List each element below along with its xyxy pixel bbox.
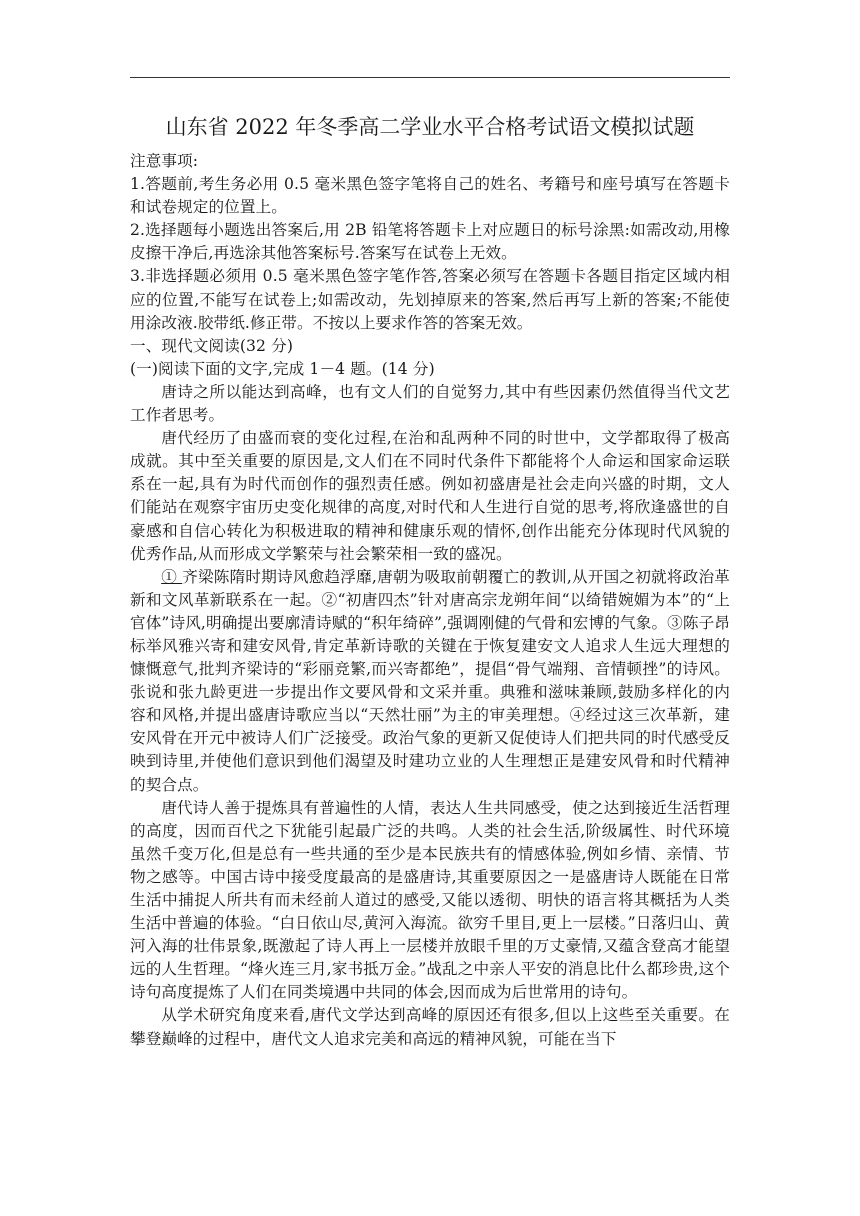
- underlined-marker: ①: [161, 567, 183, 586]
- exam-title: 山东省 2022 年冬季高二学业水平合格考试语文模拟试题: [165, 115, 695, 139]
- exam-body: [130, 150, 730, 1051]
- notice-item-1: 1.答题前,考生务必用 0.5 毫米黑色签字笔将自己的姓名、考籍号和座号填写在答题卡和试卷规定的位置上。: [130, 175, 730, 217]
- section-heading: 一、现代文阅读(32 分): [130, 336, 294, 355]
- notice-item-3: 3.非选择题必须用 0.5 毫米黑色签字笔作答,答案必须写在答题卡各题目指定区域内相应的位置,不能写在试卷上;如需改动，先划掉原来的答案,然后再写上新的答案;不能使用涂改液.胶带纸.修正带。不按以上要求作答的答案无效。: [130, 267, 730, 332]
- passage-paragraph-2: 唐代经历了由盛而衰的变化过程,在治和乱两种不同的时世中，文学都取得了极高成就。其中至关重要的原因是,文人们在不同时代条件下都能将个人命运和国家命运联系在一起,具有为时代而创作的强烈责任感。例如初盛唐是社会走向兴盛的时期，文人们能站在观察宇宙历史变化规律的高度,对时代和人生进行自觉的思考,将欣逢盛世的自豪感和自信心转化为积极进取的精神和健康乐观的情怀,创作出能充分体现时代风貌的优秀作品,从而形成文学繁荣与社会繁荣相一致的盛况。: [130, 429, 730, 563]
- passage-paragraph-1: 唐诗之所以能达到高峰，也有文人们的自觉努力,其中有些因素仍然值得当代文艺工作者思考。: [130, 382, 730, 425]
- passage-paragraph-4: 唐代诗人善于提炼具有普遍性的人情，表达人生共同感受，使之达到接近生活哲理的高度，因而百代之下犹能引起最广泛的共鸣。人类的社会生活,阶级属性、时代环境虽然千变万化,但是总有一些共通的至少是本民族共有的情感体验,例如乡情、亲情、节物之感等。中国古诗中接受度最高的是盛唐诗,其重要原因之一是盛唐诗人既能在日常生活中捕捉人所共有而未经前人道过的感受,又能以透彻、明快的语言将其概括为人类生活中普遍的体验。“白日依山尽,黄河入海流。欲穷千里目,更上一层楼。”日落归山、黄河入海的壮伟景象,既激起了诗人再上一层楼并放眼千里的万丈豪情,又蕴含登高才能望远的人生哲理。“烽火连三月,家书抵万金。”战乱之中亲人平安的消息比什么都珍贵,这个诗句高度提炼了人们在同类境遇中共同的体会,因而成为后世常用的诗句。: [130, 798, 730, 1002]
- passage-paragraph-3-text: 齐梁陈隋时期诗风愈趋浮靡,唐朝为吸取前朝覆亡的教训,从开国之初就将政治革新和文风革新联系在一起。②“初唐四杰”针对唐高宗龙朔年间“以绮错婉媚为本”的“上官体”诗风,明确提出要廓清诗赋的“积年绮碎”,强调刚健的气骨和宏博的气象。③陈子昂标举风雅兴寄和建安风骨,肯定革新诗歌的关键在于恢复建安文人追求人生远大理想的慷慨意气,批判齐梁诗的“彩丽竞繁,而兴寄都绝”，提倡“骨气端翔、音情顿挫”的诗风。张说和张九龄更进一步提出作文要风骨和文采并重。典雅和滋味兼顾,鼓励多样化的内容和风格,并提出盛唐诗歌应当以“天然壮丽”为主的审美理想。④经过这三次革新，建安风骨在开元中被诗人们广泛接受。政治气象的更新又促使诗人们把共同的时代感受反映到诗里,并使他们意识到他们渴望及时建功立业的人生理想正是建安风骨和时代精神的契合点。: [130, 567, 730, 794]
- notice-item-2: 2.选择题每小题选出答案后,用 2B 铅笔将答题卡上对应题日的标号涂黑:如需改动,用橡皮擦干净后,再选涂其他答案标号.答案写在试卷上无效。: [130, 221, 730, 263]
- notice-heading: 注意事项:: [130, 152, 199, 170]
- section-subheading: (一)阅读下面的文字,完成 1－4 题。(14 分): [130, 359, 435, 378]
- passage-paragraph-5: 从学术研究角度来看,唐代文学达到高峰的原因还有很多,但以上这些至关重要。在攀登巅峰的过程中，唐代文人追求完美和高远的精神风貌，可能在当下: [130, 1006, 730, 1048]
- header-rule: [130, 77, 730, 78]
- passage-paragraph-3: [130, 566, 730, 797]
